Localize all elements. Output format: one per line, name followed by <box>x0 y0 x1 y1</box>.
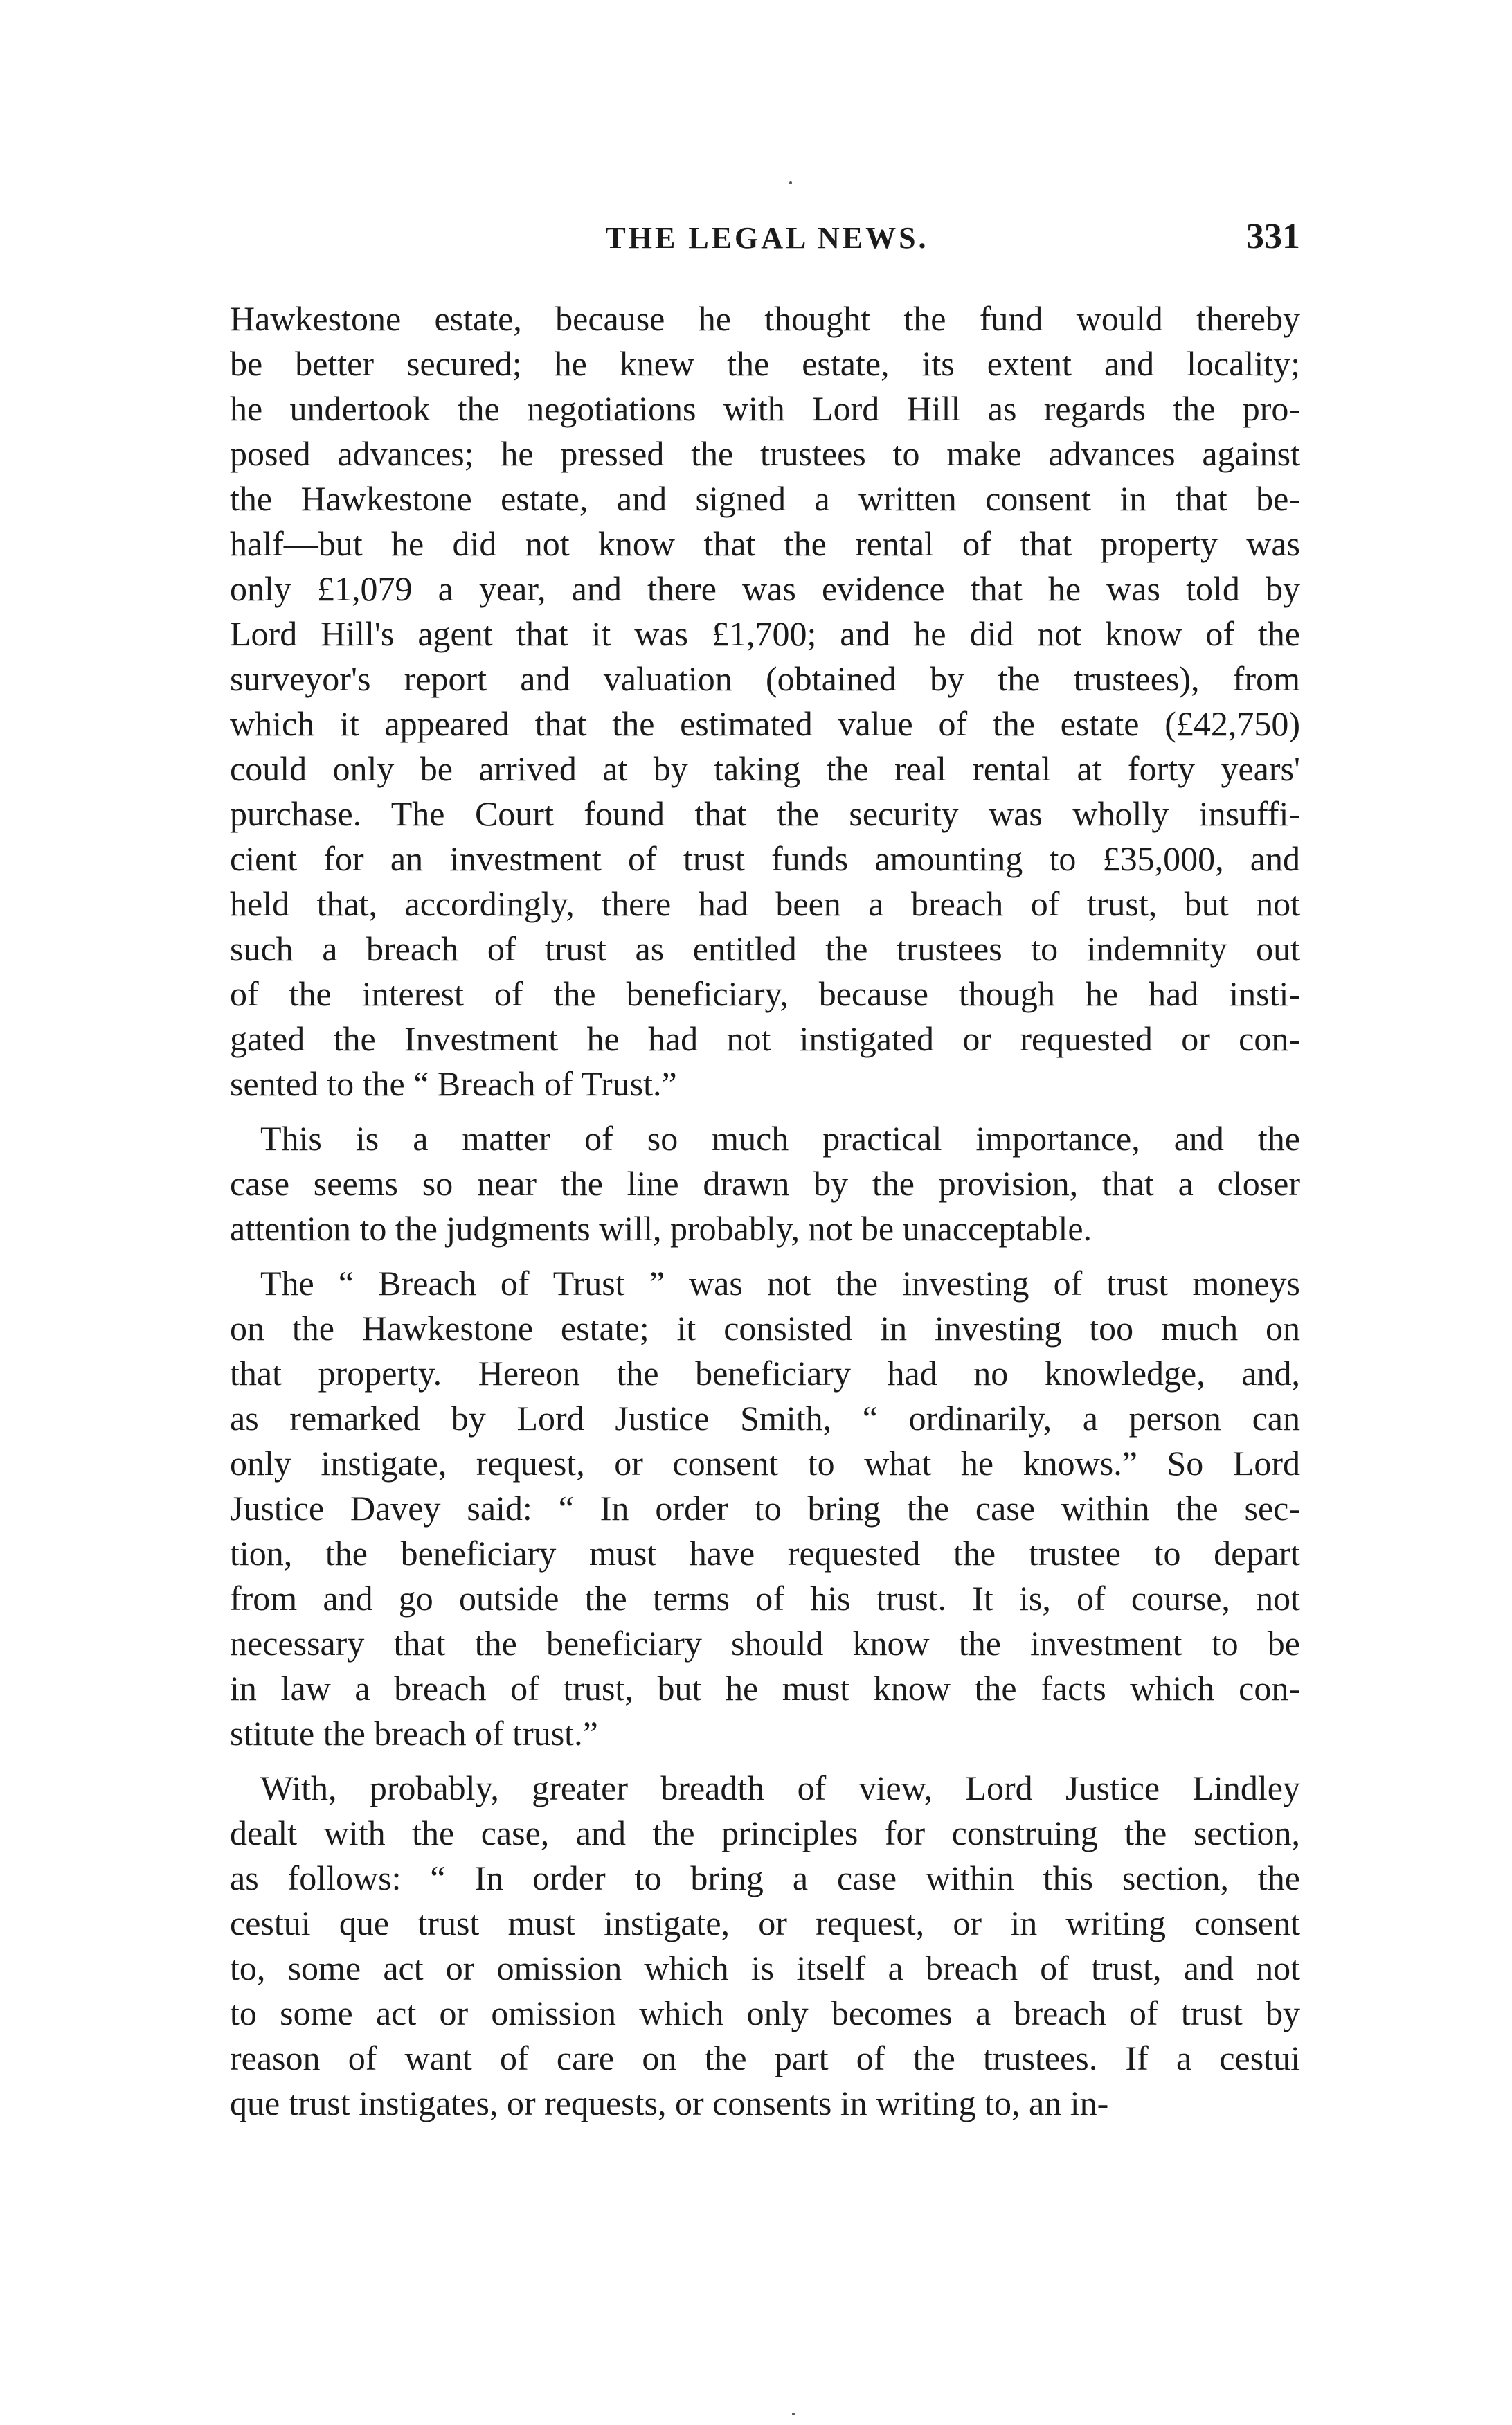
text-line: This is a matter of so much practical importance, and the <box>260 1119 1300 1158</box>
text-line: gated the Investment he had not instigated or requested or con- <box>230 1019 1300 1058</box>
paragraph <box>230 1766 1300 2126</box>
text-line: he undertook the negotiations with Lord Hill as regards the pro- <box>230 389 1300 428</box>
text-line: to some act or omission which only becomes a breach of trust by <box>230 1994 1300 2032</box>
page-header <box>234 217 1300 262</box>
text-line: que trust instigates, or requests, or consents in writing to, an in- <box>230 2084 1109 2122</box>
text-line: of the interest of the beneficiary, because though he had insti- <box>230 974 1300 1013</box>
text-line: such a breach of trust as entitled the trustees to indemnity out <box>230 929 1300 968</box>
text-line: that property. Hereon the beneficiary had no knowledge, and, <box>230 1354 1300 1393</box>
text-line: dealt with the case, and the principles for construing the section, <box>230 1814 1300 1852</box>
text-line: as follows: “ In order to bring a case within this section, the <box>230 1859 1300 1897</box>
text-line: cient for an investment of trust funds amounting to £35,000, and <box>230 839 1300 878</box>
running-head: THE LEGAL NEWS. <box>605 221 929 255</box>
text-line: Hawkestone estate, because he thought the fund would thereby <box>230 299 1300 338</box>
text-line: on the Hawkestone estate; it consisted in investing too much on <box>230 1309 1300 1348</box>
text-line: which it appeared that the estimated value of the estate (£42,750) <box>230 704 1300 743</box>
page-number: 331 <box>1246 217 1300 256</box>
text-line: tion, the beneficiary must have requested the trustee to depart <box>230 1534 1300 1573</box>
text-line: posed advances; he pressed the trustees to make advances against <box>230 434 1300 473</box>
text-line: only instigate, request, or consent to what he knows.” So Lord <box>230 1444 1300 1483</box>
text-line: The “ Breach of Trust ” was not the investing of trust moneys <box>260 1264 1300 1303</box>
text-line: to, some act or omission which is itself a breach of trust, and not <box>230 1949 1300 1987</box>
speck-mark <box>792 2413 795 2415</box>
paragraph <box>230 1261 1300 1756</box>
text-line: the Hawkestone estate, and signed a written consent in that be- <box>230 479 1300 518</box>
text-line: as remarked by Lord Justice Smith, “ ordinarily, a person can <box>230 1399 1300 1438</box>
text-line: Lord Hill's agent that it was £1,700; and he did not know of the <box>230 614 1300 653</box>
body-text <box>230 296 1300 2136</box>
text-line: stitute the breach of trust.” <box>230 1714 598 1753</box>
text-line: attention to the judgments will, probably, not be unacceptable. <box>230 1209 1092 1248</box>
text-line: could only be arrived at by taking the real rental at forty years' <box>230 749 1300 788</box>
text-line: be better secured; he knew the estate, its extent and locality; <box>230 344 1300 383</box>
text-line: sented to the “ Breach of Trust.” <box>230 1064 677 1103</box>
text-line: in law a breach of trust, but he must know the facts which con- <box>230 1669 1300 1708</box>
paragraph <box>230 296 1300 1107</box>
text-line: purchase. The Court found that the security was wholly insuffi- <box>230 794 1300 833</box>
text-line: With, probably, greater breadth of view, Lord Justice Lindley <box>260 1769 1300 1807</box>
text-line: Justice Davey said: “ In order to bring the case within the sec- <box>230 1489 1300 1528</box>
text-line: half—but he did not know that the rental of that property was <box>230 524 1300 563</box>
text-line: only £1,079 a year, and there was evidence that he was told by <box>230 569 1300 608</box>
speck-mark <box>789 181 792 184</box>
text-line: cestui que trust must instigate, or request, or in writing consent <box>230 1904 1300 1942</box>
text-line: surveyor's report and valuation (obtained by the trustees), from <box>230 659 1300 698</box>
paragraph <box>230 1116 1300 1251</box>
text-line: case seems so near the line drawn by the provision, that a closer <box>230 1164 1300 1203</box>
text-line: reason of want of care on the part of the trustees. If a cestui <box>230 2039 1300 2077</box>
text-line: necessary that the beneficiary should know the investment to be <box>230 1624 1300 1663</box>
text-line: held that, accordingly, there had been a breach of trust, but not <box>230 884 1300 923</box>
text-line: from and go outside the terms of his trust. It is, of course, not <box>230 1579 1300 1618</box>
